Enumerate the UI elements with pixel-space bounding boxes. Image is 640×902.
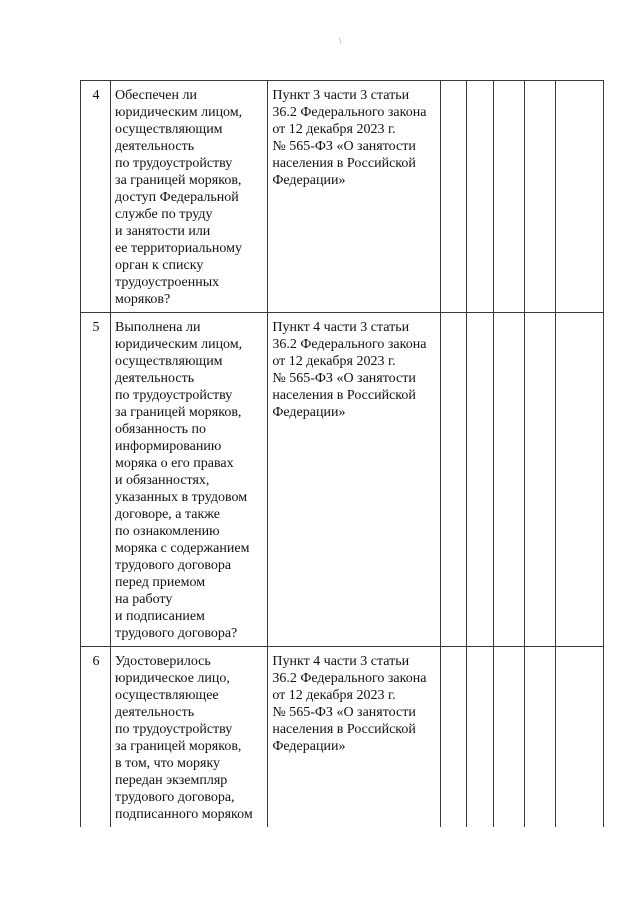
row-number: 4 [81, 81, 111, 313]
answer-no-cell [466, 313, 493, 647]
row-number: 5 [81, 313, 111, 647]
answer-extra-cell [524, 81, 555, 313]
answer-yes-cell [440, 313, 466, 647]
table-row [81, 313, 604, 647]
legal-reference-cell: Пункт 3 части 3 статьи 36.2 Федерального закона от 12 декабря 2023 г. № 565-ФЗ «О занятости населения в Российской Федерации» [268, 81, 440, 313]
notes-cell [555, 647, 603, 828]
question-cell: Выполнена ли юридическим лицом, осуществляющим деятельность по трудоустройству за границей моряков, обязанность по информированию моряка о его правах и обязанностях, указанных в трудовом договоре, а также по ознакомлению моряка с содержанием трудового договора перед приемом на работу и подписанием трудового договора? [111, 313, 268, 647]
notes-cell [555, 81, 603, 313]
row-number: 6 [81, 647, 111, 828]
question-cell: Обеспечен ли юридическим лицом, осуществляющим деятельность по трудоустройству за границей моряков, доступ Федеральной службе по труду и занятости или ее территориальному орган к списку трудоустроенных моряков? [111, 81, 268, 313]
answer-yes-cell [440, 81, 466, 313]
legal-reference-cell: Пункт 4 части 3 статьи 36.2 Федерального закона от 12 декабря 2023 г. № 565-ФЗ «О занятости населения в Российской Федерации» [268, 313, 440, 647]
checklist-table [80, 80, 604, 827]
answer-not-applicable-cell [493, 81, 524, 313]
legal-reference-cell: Пункт 4 части 3 статьи 36.2 Федерального закона от 12 декабря 2023 г. № 565-ФЗ «О занятости населения в Российской Федерации» [268, 647, 440, 828]
table-row [81, 647, 604, 828]
table-row [81, 81, 604, 313]
answer-no-cell [466, 647, 493, 828]
notes-cell [555, 313, 603, 647]
answer-extra-cell [524, 313, 555, 647]
answer-yes-cell [440, 647, 466, 828]
answer-not-applicable-cell [493, 313, 524, 647]
answer-no-cell [466, 81, 493, 313]
answer-extra-cell [524, 647, 555, 828]
answer-not-applicable-cell [493, 647, 524, 828]
page-mark: \ [339, 36, 342, 46]
question-cell: Удостоверилось юридическое лицо, осуществляющее деятельность по трудоустройству за границей моряков, в том, что моряку передан экземпляр трудового договора, подписанного моряком [111, 647, 268, 828]
